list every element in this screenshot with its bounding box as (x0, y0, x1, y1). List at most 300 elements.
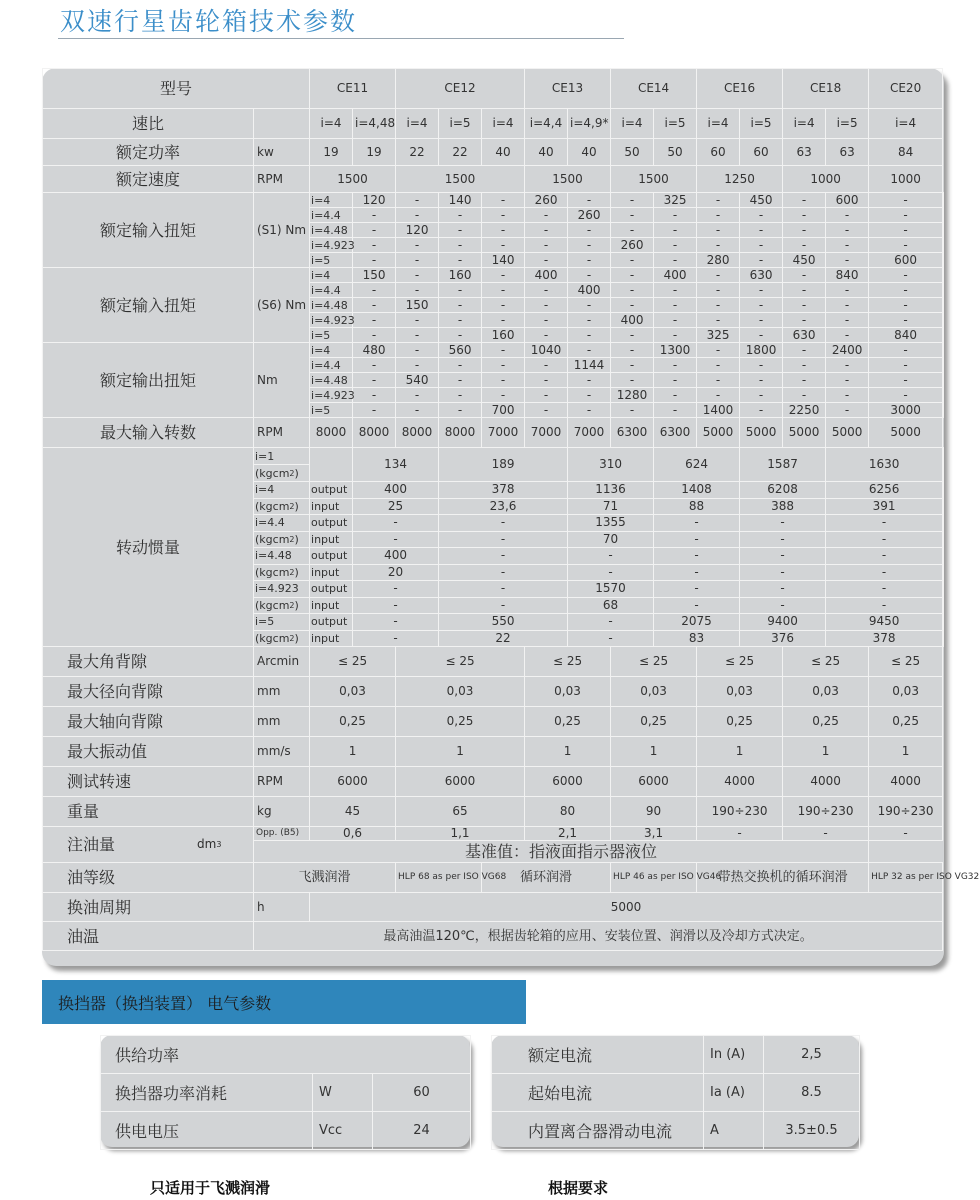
unit-text: ) (294, 631, 299, 645)
value-cell: 1300 (654, 343, 697, 358)
value-cell: 2,1 (525, 827, 611, 841)
value-cell: - (525, 238, 568, 253)
value-cell: - (826, 298, 869, 313)
unit-text: (kgcm (255, 631, 290, 645)
io-cell: input (310, 531, 353, 548)
value-cell: 0,6 (310, 827, 396, 841)
unit-exponent: 3 (216, 840, 222, 849)
inertia-unit (254, 531, 310, 548)
value-cell: 70 (568, 531, 654, 548)
value-cell: 1800 (740, 343, 783, 358)
value-cell: - (697, 193, 740, 208)
value-cell: - (396, 388, 439, 403)
value-cell: - (697, 268, 740, 283)
torque-unit: (S6) Nm (254, 268, 310, 343)
value-cell: - (439, 358, 482, 373)
value-cell: 8000 (439, 418, 482, 448)
io-cell: output (310, 515, 353, 532)
ratio-cell: i=5 (439, 109, 482, 139)
value-cell: - (869, 238, 943, 253)
value-cell: 71 (568, 498, 654, 515)
value-cell: - (568, 630, 654, 647)
ratio-cell: i=4.4 (310, 358, 353, 373)
value-cell: - (826, 208, 869, 223)
torque-unit: Nm (254, 343, 310, 418)
value-cell: - (783, 283, 826, 298)
value-cell: 840 (869, 328, 943, 343)
oil-temp-text: 最高油温120℃，根据齿轮箱的应用、安装位置、润滑以及冷却方式决定。 (254, 922, 943, 951)
value-cell: - (740, 223, 783, 238)
oil-grade-label: 油等级 (43, 863, 254, 893)
value-cell: - (353, 208, 396, 223)
value-cell: 325 (654, 193, 697, 208)
ratio-cell: i=4 (697, 109, 740, 139)
value-cell: - (654, 548, 740, 565)
unit-cell: h (254, 893, 310, 922)
value-cell: 1587 (740, 448, 826, 482)
io-cell: input (310, 630, 353, 647)
value-cell: 160 (439, 268, 482, 283)
value-cell: - (568, 193, 611, 208)
table-row (43, 922, 944, 951)
ratio-cell: i=4 (310, 109, 353, 139)
ratio-cell: i=4.4 (254, 515, 310, 532)
oil-spec-46: HLP 46 as per ISO VG46 (611, 863, 697, 893)
value-cell: 6208 (740, 482, 826, 499)
value-cell: - (740, 564, 826, 581)
inertia-unit (254, 498, 310, 515)
value-cell (943, 373, 944, 388)
value-cell: 50 (611, 139, 654, 166)
value-cell: - (869, 193, 943, 208)
ratio-cell: i=5 (310, 253, 353, 268)
value-cell: - (439, 581, 568, 598)
model-name: CE16 (697, 69, 783, 109)
value-cell: - (568, 328, 611, 343)
value-cell: - (783, 238, 826, 253)
value-cell (943, 564, 944, 581)
ratio-cell: i=5 (310, 328, 353, 343)
value-cell: 1 (310, 737, 396, 767)
value-cell: 1040 (525, 343, 568, 358)
table-row (492, 1074, 860, 1112)
spec-table (42, 68, 980, 951)
value-cell: - (611, 373, 654, 388)
value-cell (943, 193, 944, 208)
value-cell: - (482, 238, 525, 253)
unit-text: ) (294, 565, 299, 579)
value-cell: - (439, 564, 568, 581)
unit-cell: RPM (254, 166, 310, 193)
value-cell (943, 597, 944, 614)
value-cell: - (869, 343, 943, 358)
value-cell (943, 238, 944, 253)
value-cell: - (740, 283, 783, 298)
backlash-label: 最大角背隙 (43, 647, 254, 677)
value-cell: - (783, 298, 826, 313)
value-cell: - (568, 373, 611, 388)
value-cell: 1136 (568, 482, 654, 499)
inertia-unit (254, 465, 310, 482)
value-cell: ≤ 25 (611, 647, 697, 677)
value-cell: 88 (654, 498, 740, 515)
value-cell: - (439, 328, 482, 343)
table-row (43, 737, 944, 767)
ratio-cell: i=4.48 (310, 223, 353, 238)
table-row (43, 647, 944, 677)
value-cell: - (697, 358, 740, 373)
value-cell: 1500 (611, 166, 697, 193)
ratio-cell: i=4.923 (254, 581, 310, 598)
value-cell: 6300 (654, 418, 697, 448)
value-cell: - (654, 238, 697, 253)
value-cell: 9400 (740, 614, 826, 631)
value-cell: 134 (353, 448, 439, 482)
value-cell: - (783, 268, 826, 283)
value-cell: 20 (353, 564, 439, 581)
inertia-unit (254, 597, 310, 614)
value-cell: 400 (654, 268, 697, 283)
electrical-left-box (100, 1035, 470, 1147)
table-row (43, 343, 944, 358)
oil-spec-32: HLP 32 as per ISO VG32 (869, 863, 943, 893)
value-cell: - (353, 597, 439, 614)
value-cell: - (353, 238, 396, 253)
unit-cell: RPM (254, 767, 310, 797)
value-cell: - (740, 597, 826, 614)
table-row (43, 677, 944, 707)
value-cell: 120 (353, 193, 396, 208)
ratio-cell: i=4 (254, 482, 310, 499)
page-title: 双速行星齿轮箱技术参数 (60, 7, 358, 36)
value-cell: 1 (611, 737, 697, 767)
oil-change-value: 5000 (310, 893, 943, 922)
value-cell: - (654, 531, 740, 548)
ratio-cell: i=1 (254, 448, 310, 465)
value-cell (943, 498, 944, 515)
value-cell: - (740, 373, 783, 388)
unit-text: (kgcm (255, 466, 290, 480)
value-cell: - (525, 313, 568, 328)
value-cell: - (396, 328, 439, 343)
value-cell: - (654, 208, 697, 223)
value-cell: - (353, 313, 396, 328)
oil-change-label: 换油周期 (43, 893, 254, 922)
value-cell: - (654, 373, 697, 388)
value-cell: 6256 (826, 482, 943, 499)
value-cell: - (869, 373, 943, 388)
value-cell: 189 (439, 448, 568, 482)
table-row (43, 827, 944, 841)
value-cell (943, 208, 944, 223)
value-cell (943, 223, 944, 238)
value-cell: - (439, 531, 568, 548)
value-cell: 3,1 (611, 827, 697, 841)
value-cell: - (740, 328, 783, 343)
unit-cell: mm (254, 707, 310, 737)
value-cell (943, 313, 944, 328)
value-cell: - (740, 253, 783, 268)
max-speed-label: 最大输入转数 (43, 418, 254, 448)
model-name: CE11 (310, 69, 396, 109)
value-cell: 0,25 (783, 707, 869, 737)
value-cell: 2250 (783, 403, 826, 418)
value-cell: 5000 (783, 418, 826, 448)
ratio-cell: i=4,4 (525, 109, 568, 139)
ratio-cell: i=5 (254, 614, 310, 631)
value-cell: - (439, 238, 482, 253)
value-cell: 65 (396, 797, 525, 827)
value-cell: - (826, 283, 869, 298)
table-row (492, 1112, 860, 1150)
value-cell: 8000 (396, 418, 439, 448)
footnote-on-request: 根据要求 (548, 1179, 609, 1197)
unit-exponent: 2 (289, 501, 295, 511)
model-name: CE13 (525, 69, 611, 109)
unit-text: ) (294, 598, 299, 612)
value-cell: 6000 (396, 767, 525, 797)
value-cell: - (396, 358, 439, 373)
value-cell: 1400 (697, 403, 740, 418)
value-cell: - (611, 253, 654, 268)
value-cell: - (611, 283, 654, 298)
value-cell: - (869, 298, 943, 313)
start-current-unit: Ia (A) (704, 1074, 764, 1112)
value-cell: 45 (310, 797, 396, 827)
table-row (43, 448, 944, 465)
table-row (101, 1112, 471, 1150)
value-cell: 1000 (869, 166, 943, 193)
ratio-cell: i=4,9* (568, 109, 611, 139)
value-cell (943, 630, 944, 647)
value-cell: - (396, 313, 439, 328)
value-cell: 190÷230 (869, 797, 943, 827)
unit-cell: Arcmin (254, 647, 310, 677)
value-cell: 0,03 (310, 677, 396, 707)
value-cell: 4000 (783, 767, 869, 797)
value-cell: 63 (826, 139, 869, 166)
value-cell: - (439, 597, 568, 614)
ratio-cell: i=4 (310, 268, 353, 283)
value-cell: - (697, 298, 740, 313)
value-cell: - (740, 515, 826, 532)
table-row (43, 418, 944, 448)
value-cell: - (353, 581, 439, 598)
value-cell: - (826, 581, 943, 598)
ratio-cell: i=5 (654, 109, 697, 139)
table-row (43, 767, 944, 797)
unit-cell: mm (254, 677, 310, 707)
value-cell: - (525, 283, 568, 298)
value-cell: - (611, 193, 654, 208)
supply-voltage-unit: Vcc (313, 1112, 373, 1150)
value-cell: - (525, 388, 568, 403)
rated-current-label: 额定电流 (492, 1036, 704, 1074)
value-cell: - (740, 581, 826, 598)
value-cell: 3000 (869, 403, 943, 418)
table-row (43, 139, 944, 166)
io-cell: output (310, 482, 353, 499)
value-cell: 378 (439, 482, 568, 499)
value-cell: 630 (783, 328, 826, 343)
value-cell: 550 (439, 614, 568, 631)
value-cell: - (568, 614, 654, 631)
value-cell: 1280 (611, 388, 654, 403)
value-cell: - (740, 313, 783, 328)
unit-cell: kw (254, 139, 310, 166)
value-cell: - (525, 358, 568, 373)
table-row (101, 1074, 471, 1112)
value-cell: 7000 (568, 418, 611, 448)
value-cell: - (611, 268, 654, 283)
value-cell: 150 (396, 298, 439, 313)
value-cell: 22 (439, 139, 482, 166)
unit-text: ) (294, 532, 299, 546)
value-cell: - (396, 403, 439, 418)
value-cell: 0,25 (310, 707, 396, 737)
value-cell: 391 (826, 498, 943, 515)
io-cell: input (310, 597, 353, 614)
value-cell: - (396, 283, 439, 298)
value-cell: - (611, 298, 654, 313)
supply-voltage-value: 24 (373, 1112, 471, 1150)
title-divider (58, 38, 624, 39)
table-row (43, 109, 944, 139)
value-cell: 19 (353, 139, 396, 166)
value-cell: - (826, 373, 869, 388)
value-cell: - (783, 373, 826, 388)
model-name: CE18 (783, 69, 869, 109)
value-cell: 0,25 (697, 707, 783, 737)
value-cell: 1 (396, 737, 525, 767)
value-cell: 400 (353, 548, 439, 565)
electrical-title: 换挡器（换挡装置） 电气参数 (58, 994, 272, 1013)
power-consumption-unit: W (313, 1074, 373, 1112)
value-cell: 325 (697, 328, 740, 343)
value-cell (943, 283, 944, 298)
value-cell: - (439, 223, 482, 238)
value-cell: 400 (568, 283, 611, 298)
electrical-right-box (491, 1035, 859, 1147)
value-cell: - (697, 373, 740, 388)
value-cell: - (697, 343, 740, 358)
table-row (492, 1036, 860, 1074)
value-cell: - (353, 358, 396, 373)
value-cell: - (654, 581, 740, 598)
value-cell: - (482, 193, 525, 208)
value-cell (943, 253, 944, 268)
value-cell: 280 (697, 253, 740, 268)
value-cell: ≤ 25 (396, 647, 525, 677)
value-cell: - (439, 388, 482, 403)
model-label: 型号 (43, 69, 310, 109)
model-name: CE20 (869, 69, 943, 109)
value-cell: - (482, 223, 525, 238)
oil-fill-label (43, 827, 254, 863)
value-cell: - (568, 548, 654, 565)
footnote-splash-only: 只适用于飞溅润滑 (150, 1179, 271, 1197)
value-cell: 8000 (310, 418, 353, 448)
table-row (43, 268, 944, 283)
value-cell (943, 515, 944, 532)
value-cell: - (568, 298, 611, 313)
table-row (43, 193, 944, 208)
value-cell: - (826, 313, 869, 328)
io-cell: output (310, 548, 353, 565)
value-cell: - (353, 630, 439, 647)
inertia-label: 转动惯量 (43, 448, 254, 647)
value-cell: - (611, 403, 654, 418)
value-cell: 540 (396, 373, 439, 388)
value-cell: 450 (740, 193, 783, 208)
torque-label: 额定输出扭矩 (43, 343, 254, 418)
table-row (43, 893, 944, 922)
value-cell: - (439, 313, 482, 328)
value-cell: - (353, 388, 396, 403)
inertia-unit (254, 564, 310, 581)
value-cell: - (353, 515, 439, 532)
unit-text: ) (294, 499, 299, 513)
value-cell: - (740, 388, 783, 403)
value-cell: - (826, 548, 943, 565)
value-cell: - (482, 343, 525, 358)
value-cell: 6300 (611, 418, 654, 448)
value-cell: - (568, 343, 611, 358)
electrical-right-table (491, 1035, 860, 1150)
value-cell (943, 531, 944, 548)
value-cell: 50 (654, 139, 697, 166)
opp-label: Opp. (B5) (254, 827, 310, 841)
value-cell: 150 (353, 268, 396, 283)
ratio-cell: i=4.48 (310, 298, 353, 313)
value-cell: 0,25 (869, 707, 943, 737)
value-cell: - (826, 403, 869, 418)
value-cell: - (869, 827, 943, 841)
param-label: 测试转速 (43, 767, 254, 797)
value-cell (943, 614, 944, 631)
value-cell: 1500 (396, 166, 525, 193)
table-row (43, 863, 944, 893)
value-cell: - (525, 403, 568, 418)
value-cell: ≤ 25 (310, 647, 396, 677)
value-cell: 0,03 (525, 677, 611, 707)
value-cell: - (654, 283, 697, 298)
value-cell: - (525, 208, 568, 223)
unit-exponent: 2 (289, 534, 295, 544)
value-cell: - (353, 403, 396, 418)
oil-temp-label: 油温 (43, 922, 254, 951)
torque-unit: (S1) Nm (254, 193, 310, 268)
value-cell: 1570 (568, 581, 654, 598)
power-consumption-value: 60 (373, 1074, 471, 1112)
value-cell: 1 (783, 737, 869, 767)
value-cell: 83 (654, 630, 740, 647)
value-cell: 630 (740, 268, 783, 283)
value-cell: 4000 (869, 767, 943, 797)
value-cell: 68 (568, 597, 654, 614)
ratio-cell: i=5 (826, 109, 869, 139)
value-cell: 40 (525, 139, 568, 166)
value-cell: 0,03 (869, 677, 943, 707)
value-cell: - (568, 388, 611, 403)
unit-exponent: 2 (289, 468, 295, 478)
unit-text: dm (197, 837, 217, 851)
value-cell: 90 (611, 797, 697, 827)
value-cell: 1,1 (396, 827, 525, 841)
value-cell: - (783, 343, 826, 358)
value-cell: 84 (869, 139, 943, 166)
value-cell: 6000 (310, 767, 396, 797)
